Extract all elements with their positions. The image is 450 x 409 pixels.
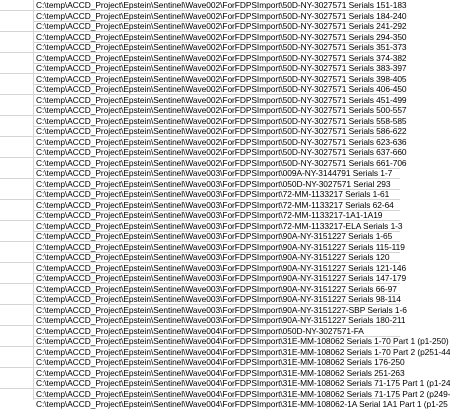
- path-cell[interactable]: C:\temp\ACCD_Project\Epstein\Sentinel\Wave003\ForFDPSImport\050D-NY-3027571 Serial 293: [36, 178, 391, 189]
- path-cell[interactable]: C:\temp\ACCD_Project\Epstein\Sentinel\Wave002\ForFDPSImport\50D-NY-3027571 Serials 451-499: [36, 94, 407, 105]
- table-row[interactable]: [0, 210, 400, 221]
- table-row[interactable]: [0, 136, 407, 148]
- row-header[interactable]: [0, 336, 34, 346]
- path-cell[interactable]: C:\temp\ACCD_Project\Epstein\Sentinel\Wave003\ForFDPSImport\72-MM-1133217-ELA Serials 1-3: [36, 220, 403, 231]
- table-row[interactable]: [0, 157, 407, 169]
- path-cell[interactable]: C:\temp\ACCD_Project\Epstein\Sentinel\Wave002\ForFDPSImport\50D-NY-3027571 Serials 406-450: [36, 84, 407, 94]
- path-cell[interactable]: C:\temp\ACCD_Project\Epstein\Sentinel\Wave002\ForFDPSImport\50D-NY-3027571 Serials 294-350: [36, 31, 407, 42]
- path-cell[interactable]: C:\temp\ACCD_Project\Epstein\Sentinel\Wave003\ForFDPSImport\90A-NY-3151227 Serials 180-211: [36, 315, 406, 325]
- path-cell[interactable]: C:\temp\ACCD_Project\Epstein\Sentinel\Wave003\ForFDPSImport\72-MM-1133217 Serials 62-64: [36, 199, 394, 210]
- table-row[interactable]: [0, 147, 407, 158]
- table-row[interactable]: [0, 388, 450, 399]
- path-cell[interactable]: C:\temp\ACCD_Project\Epstein\Sentinel\Wave003\ForFDPSImport\90A-NY-3151227 Serials 1-65: [36, 231, 393, 241]
- path-cell[interactable]: C:\temp\ACCD_Project\Epstein\Sentinel\Wave003\ForFDPSImport\90A-NY-3151227 Serials 121-146: [36, 262, 407, 273]
- row-header[interactable]: [0, 399, 34, 401]
- table-row[interactable]: [0, 52, 407, 64]
- row-header[interactable]: [0, 221, 34, 231]
- table-row[interactable]: [0, 357, 405, 368]
- table-row[interactable]: [0, 105, 407, 116]
- path-cell[interactable]: C:\temp\ACCD_Project\Epstein\Sentinel\Wave003\ForFDPSImport\90A-NY-3151227 Serials 115-119: [36, 241, 405, 252]
- path-cell[interactable]: C:\temp\ACCD_Project\Epstein\Sentinel\Wave002\ForFDPSImport\50D-NY-3027571 Serials 383-397: [36, 63, 407, 73]
- table-row[interactable]: [0, 179, 400, 190]
- path-cell[interactable]: C:\temp\ACCD_Project\Epstein\Sentinel\Wave002\ForFDPSImport\50D-NY-3027571 Serials 623-636: [36, 136, 407, 147]
- row-header[interactable]: [0, 263, 34, 273]
- table-row[interactable]: [0, 0, 407, 11]
- table-row[interactable]: [0, 94, 407, 106]
- path-cell[interactable]: C:\temp\ACCD_Project\Epstein\Sentinel\Wave002\ForFDPSImport\50D-NY-3027571 Serials 241-292: [36, 21, 407, 31]
- table-row[interactable]: [0, 200, 400, 211]
- row-header[interactable]: [0, 378, 34, 388]
- row-header[interactable]: [0, 179, 34, 189]
- row-header[interactable]: [0, 368, 34, 378]
- path-cell[interactable]: C:\temp\ACCD_Project\Epstein\Sentinel\Wave003\ForFDPSImport\90A-NY-3151227-SBP Serials 1-6: [36, 304, 407, 315]
- path-cell[interactable]: C:\temp\ACCD_Project\Epstein\Sentinel\Wave003\ForFDPSImport\72-MM-1133217 Serials 1-61: [36, 189, 390, 199]
- path-cell[interactable]: C:\temp\ACCD_Project\Epstein\Sentinel\Wave002\ForFDPSImport\50D-NY-3027571 Serials 374-382: [36, 52, 407, 63]
- table-row[interactable]: [0, 367, 405, 379]
- row-header[interactable]: [0, 147, 34, 157]
- table-row[interactable]: [0, 315, 406, 326]
- path-cell[interactable]: C:\temp\ACCD_Project\Epstein\Sentinel\Wave004\ForFDPSImport\31E-MM-108062 Serials 1-70 Part 2 (p251-44: [36, 346, 450, 357]
- row-header[interactable]: [0, 74, 34, 84]
- table-row[interactable]: [0, 63, 407, 74]
- path-cell[interactable]: C:\temp\ACCD_Project\Epstein\Sentinel\Wave003\ForFDPSImport\90A-NY-3151227 Serials 120: [36, 252, 390, 262]
- row-header[interactable]: [0, 21, 34, 31]
- path-cell[interactable]: C:\temp\ACCD_Project\Epstein\Sentinel\Wave002\ForFDPSImport\50D-NY-3027571 Serials 637-660: [36, 147, 407, 157]
- path-cell[interactable]: C:\temp\ACCD_Project\Epstein\Sentinel\Wave002\ForFDPSImport\50D-NY-3027571 Serials 151-183: [36, 0, 407, 10]
- row-header[interactable]: [0, 126, 34, 136]
- path-cell[interactable]: C:\temp\ACCD_Project\Epstein\Sentinel\Wave002\ForFDPSImport\50D-NY-3027571 Serials 661-706: [36, 157, 407, 168]
- table-row[interactable]: [0, 10, 407, 22]
- path-cell[interactable]: C:\temp\ACCD_Project\Epstein\Sentinel\Wave003\ForFDPSImport\90A-NY-3151227 Serials 66-97: [36, 283, 397, 294]
- row-header[interactable]: [0, 116, 34, 126]
- row-header[interactable]: [0, 231, 34, 241]
- row-header[interactable]: [0, 168, 34, 178]
- table-row[interactable]: [0, 168, 400, 179]
- row-header[interactable]: [0, 284, 34, 294]
- table-row[interactable]: [0, 378, 450, 389]
- row-header[interactable]: [0, 32, 34, 42]
- table-row[interactable]: [0, 231, 400, 242]
- path-cell[interactable]: C:\temp\ACCD_Project\Epstein\Sentinel\Wave004\ForFDPSImport\31E-MM-108062 Serials 71-175 Part 1 (p1-24: [36, 378, 450, 388]
- table-row[interactable]: [0, 262, 407, 274]
- path-cell[interactable]: C:\temp\ACCD_Project\Epstein\Sentinel\Wave002\ForFDPSImport\50D-NY-3027571 Serials 184-240: [36, 10, 407, 21]
- row-header[interactable]: [0, 189, 34, 199]
- row-header[interactable]: [0, 210, 34, 220]
- path-cell[interactable]: C:\temp\ACCD_Project\Epstein\Sentinel\Wave002\ForFDPSImport\50D-NY-3027571 Serials 351-373: [36, 42, 407, 52]
- table-row[interactable]: [0, 126, 407, 137]
- row-header[interactable]: [0, 326, 34, 336]
- row-header[interactable]: [0, 357, 34, 367]
- path-cell[interactable]: C:\temp\ACCD_Project\Epstein\Sentinel\Wave004\ForFDPSImport\31E-MM-108062 Serials 176-250: [36, 357, 405, 367]
- path-cell[interactable]: C:\temp\ACCD_Project\Epstein\Sentinel\Wave002\ForFDPSImport\50D-NY-3027571 Serials 558-585: [36, 115, 407, 126]
- table-row[interactable]: [0, 84, 407, 95]
- table-row[interactable]: [0, 326, 400, 337]
- path-cell[interactable]: C:\temp\ACCD_Project\Epstein\Sentinel\Wave004\ForFDPSImport\050D-NY-3027571-FA: [36, 325, 364, 336]
- row-header[interactable]: [0, 242, 34, 252]
- row-header[interactable]: [0, 294, 34, 304]
- row-header[interactable]: [0, 11, 34, 21]
- row-header[interactable]: [0, 105, 34, 115]
- row-header[interactable]: [0, 63, 34, 73]
- path-cell[interactable]: C:\temp\ACCD_Project\Epstein\Sentinel\Wave003\ForFDPSImport\90A-NY-3151227 Serials 98-114: [36, 294, 401, 304]
- table-row[interactable]: [0, 284, 400, 295]
- row-header[interactable]: [0, 95, 34, 105]
- table-row[interactable]: [0, 398, 448, 409]
- row-header[interactable]: [0, 389, 34, 399]
- path-cell[interactable]: C:\temp\ACCD_Project\Epstein\Sentinel\Wave002\ForFDPSImport\50D-NY-3027571 Serials 398-405: [36, 73, 407, 84]
- table-row[interactable]: [0, 346, 450, 358]
- table-row[interactable]: [0, 73, 407, 85]
- table-row[interactable]: [0, 42, 407, 53]
- row-header[interactable]: [0, 137, 34, 147]
- path-cell[interactable]: C:\temp\ACCD_Project\Epstein\Sentinel\Wave004\ForFDPSImport\31E-MM-108062 Serials 251-263: [36, 367, 405, 378]
- path-cell[interactable]: C:\temp\ACCD_Project\Epstein\Sentinel\Wave002\ForFDPSImport\50D-NY-3027571 Serials 500-557: [36, 105, 407, 115]
- table-row[interactable]: [0, 31, 407, 43]
- row-header[interactable]: [0, 158, 34, 168]
- table-row[interactable]: [0, 220, 403, 232]
- table-row[interactable]: [0, 241, 405, 253]
- row-header[interactable]: [0, 42, 34, 52]
- row-header[interactable]: [0, 53, 34, 63]
- row-header[interactable]: [0, 252, 34, 262]
- table-row[interactable]: [0, 294, 400, 305]
- path-cell[interactable]: C:\temp\ACCD_Project\Epstein\Sentinel\Wave002\ForFDPSImport\50D-NY-3027571 Serials 586-622: [36, 126, 407, 136]
- path-cell[interactable]: C:\temp\ACCD_Project\Epstein\Sentinel\Wave003\ForFDPSImport\009A-NY-3144791 Serials 1-7: [36, 168, 393, 178]
- path-cell[interactable]: C:\temp\ACCD_Project\Epstein\Sentinel\Wave004\ForFDPSImport\31E-MM-108062 Serials 71-175 Part 2 (p249-: [36, 388, 450, 399]
- row-header[interactable]: [0, 305, 34, 315]
- row-header[interactable]: [0, 84, 34, 94]
- row-header[interactable]: [0, 273, 34, 283]
- path-cell[interactable]: C:\temp\ACCD_Project\Epstein\Sentinel\Wave004\ForFDPSImport\31E-MM-108062-1A Serial 1A1 Part 1 (p1-25: [36, 398, 448, 409]
- path-cell[interactable]: C:\temp\ACCD_Project\Epstein\Sentinel\Wave004\ForFDPSImport\31E-MM-108062 Serials 1-70 Part 1 (p1-250): [36, 336, 449, 346]
- row-header[interactable]: [0, 315, 34, 325]
- table-row[interactable]: [0, 115, 407, 127]
- row-header[interactable]: [0, 0, 34, 10]
- table-row[interactable]: [0, 21, 407, 32]
- row-header[interactable]: [0, 200, 34, 210]
- row-header[interactable]: [0, 347, 34, 357]
- path-cell[interactable]: C:\temp\ACCD_Project\Epstein\Sentinel\Wave003\ForFDPSImport\72-MM-1133217-1A1-1A19: [36, 210, 383, 220]
- path-cell[interactable]: C:\temp\ACCD_Project\Epstein\Sentinel\Wave003\ForFDPSImport\90A-NY-3151227 Serials 147-179: [36, 273, 407, 283]
- table-row[interactable]: [0, 336, 449, 347]
- table-row[interactable]: [0, 304, 407, 316]
- table-row[interactable]: [0, 252, 400, 263]
- table-row[interactable]: [0, 273, 407, 284]
- table-row[interactable]: [0, 189, 400, 200]
